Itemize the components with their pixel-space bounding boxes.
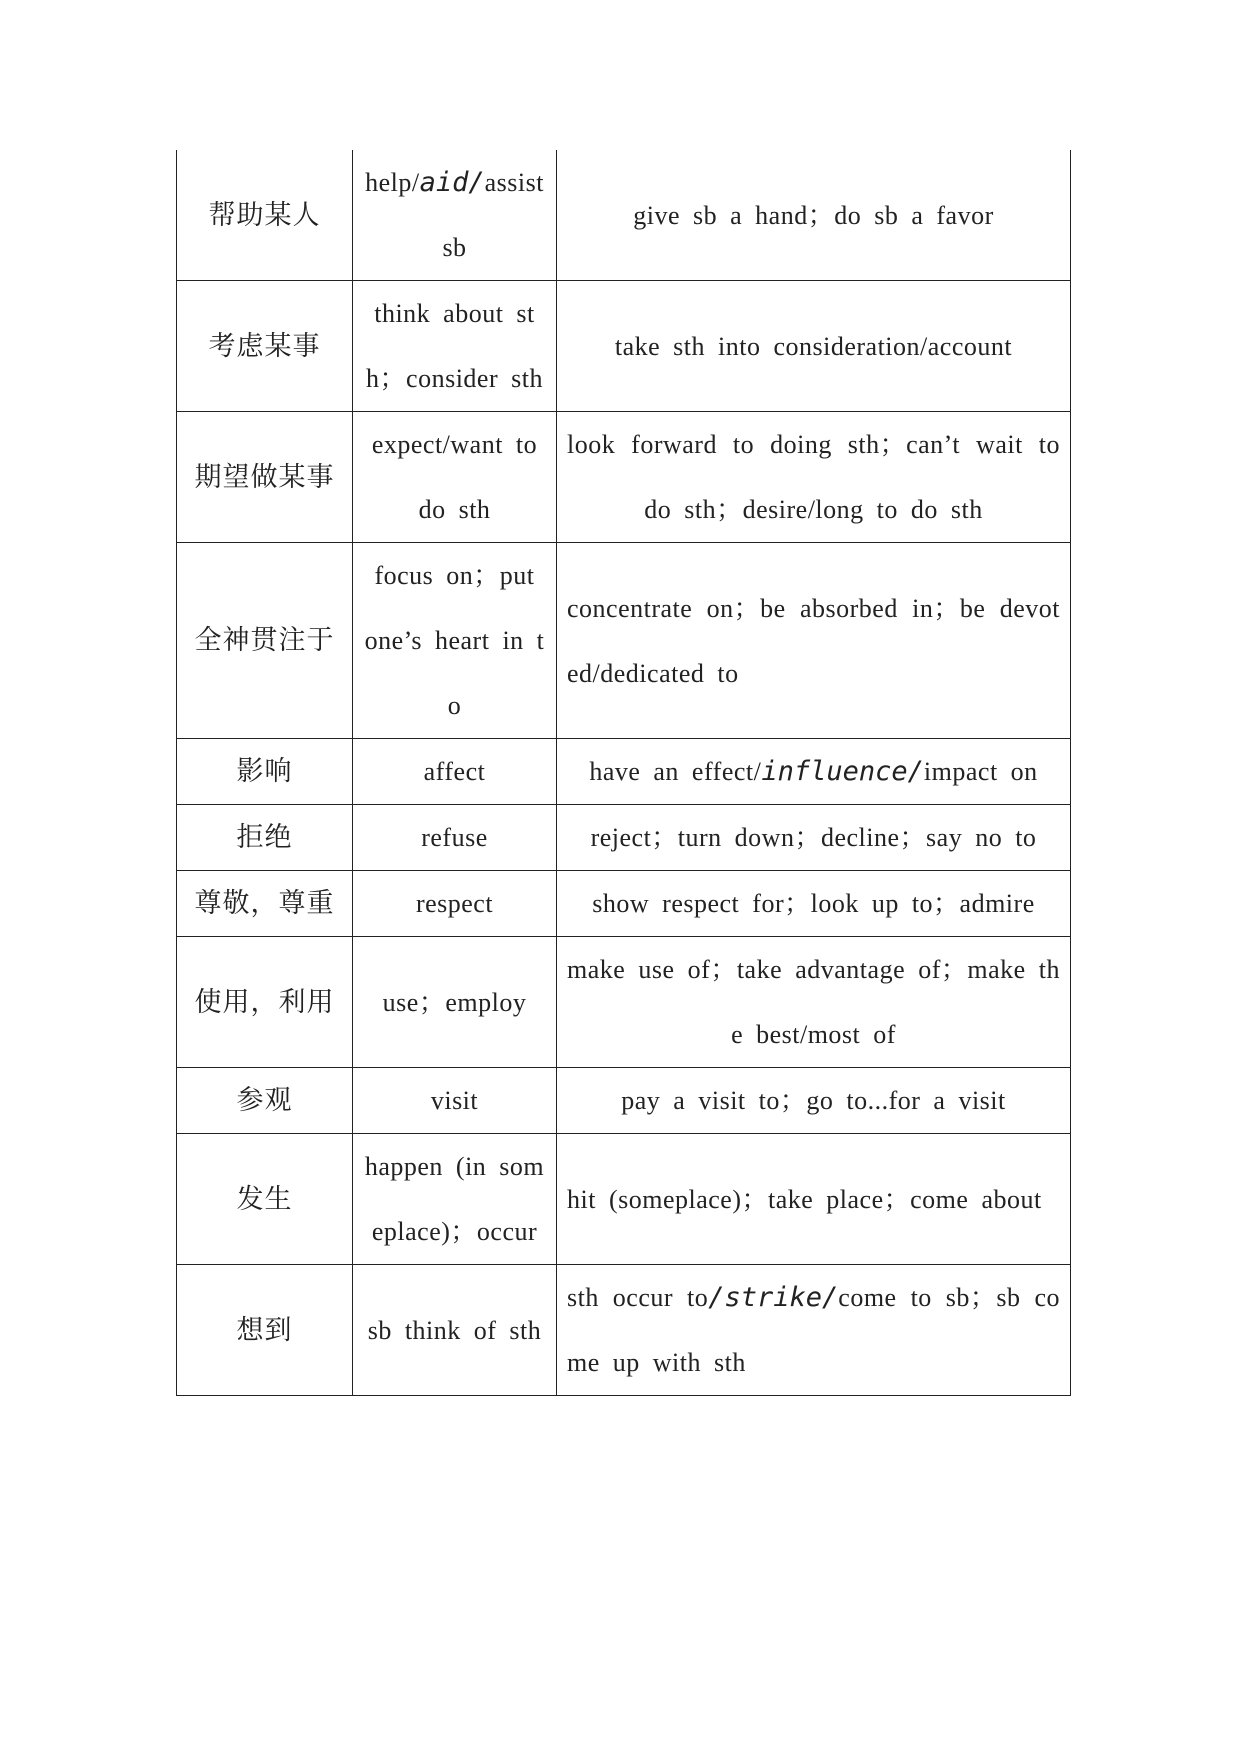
advanced-expression: reject；turn down；decline；say no to xyxy=(557,805,1071,871)
chinese-meaning: 期望做某事 xyxy=(177,412,353,543)
basic-expression: visit xyxy=(353,1068,557,1134)
table-row xyxy=(177,1068,1071,1134)
table-row xyxy=(177,1265,1071,1396)
advanced-expression: sth occur to/strike/come to sb；sb come up with sth xyxy=(557,1265,1071,1396)
chinese-meaning: 影响 xyxy=(177,739,353,805)
vocabulary-table xyxy=(176,150,1071,1396)
table-row xyxy=(177,543,1071,739)
basic-expression: happen (in someplace)；occur xyxy=(353,1134,557,1265)
chinese-meaning: 想到 xyxy=(177,1265,353,1396)
table-row xyxy=(177,805,1071,871)
advanced-expression: concentrate on；be absorbed in；be devoted/dedicated to xyxy=(557,543,1071,739)
advanced-expression: make use of；take advantage of；make the best/most of xyxy=(557,937,1071,1068)
basic-expression: sb think of sth xyxy=(353,1265,557,1396)
basic-expression: use；employ xyxy=(353,937,557,1068)
table-row xyxy=(177,150,1071,281)
chinese-meaning: 拒绝 xyxy=(177,805,353,871)
basic-expression: expect/want to do sth xyxy=(353,412,557,543)
chinese-meaning: 尊敬，尊重 xyxy=(177,871,353,937)
advanced-expression: pay a visit to；go to...for a visit xyxy=(557,1068,1071,1134)
table-row xyxy=(177,281,1071,412)
basic-expression: focus on；put one’s heart in to xyxy=(353,543,557,739)
table-row xyxy=(177,1134,1071,1265)
chinese-meaning: 帮助某人 xyxy=(177,150,353,281)
basic-expression: respect xyxy=(353,871,557,937)
advanced-expression: hit (someplace)；take place；come about xyxy=(557,1134,1071,1265)
basic-expression: refuse xyxy=(353,805,557,871)
chinese-meaning: 发生 xyxy=(177,1134,353,1265)
table-row xyxy=(177,739,1071,805)
chinese-meaning: 考虑某事 xyxy=(177,281,353,412)
advanced-expression: give sb a hand；do sb a favor xyxy=(557,150,1071,281)
advanced-expression: show respect for；look up to；admire xyxy=(557,871,1071,937)
advanced-expression: take sth into consideration/account xyxy=(557,281,1071,412)
advanced-expression: look forward to doing sth；can’t wait to do sth；desire/long to do sth xyxy=(557,412,1071,543)
chinese-meaning: 全神贯注于 xyxy=(177,543,353,739)
table-row xyxy=(177,937,1071,1068)
chinese-meaning: 使用，利用 xyxy=(177,937,353,1068)
table-row xyxy=(177,412,1071,543)
basic-expression: affect xyxy=(353,739,557,805)
chinese-meaning: 参观 xyxy=(177,1068,353,1134)
advanced-expression: have an effect/influence/impact on xyxy=(557,739,1071,805)
table-row xyxy=(177,871,1071,937)
basic-expression: help/aid/assist sb xyxy=(353,150,557,281)
basic-expression: think about sth；consider sth xyxy=(353,281,557,412)
